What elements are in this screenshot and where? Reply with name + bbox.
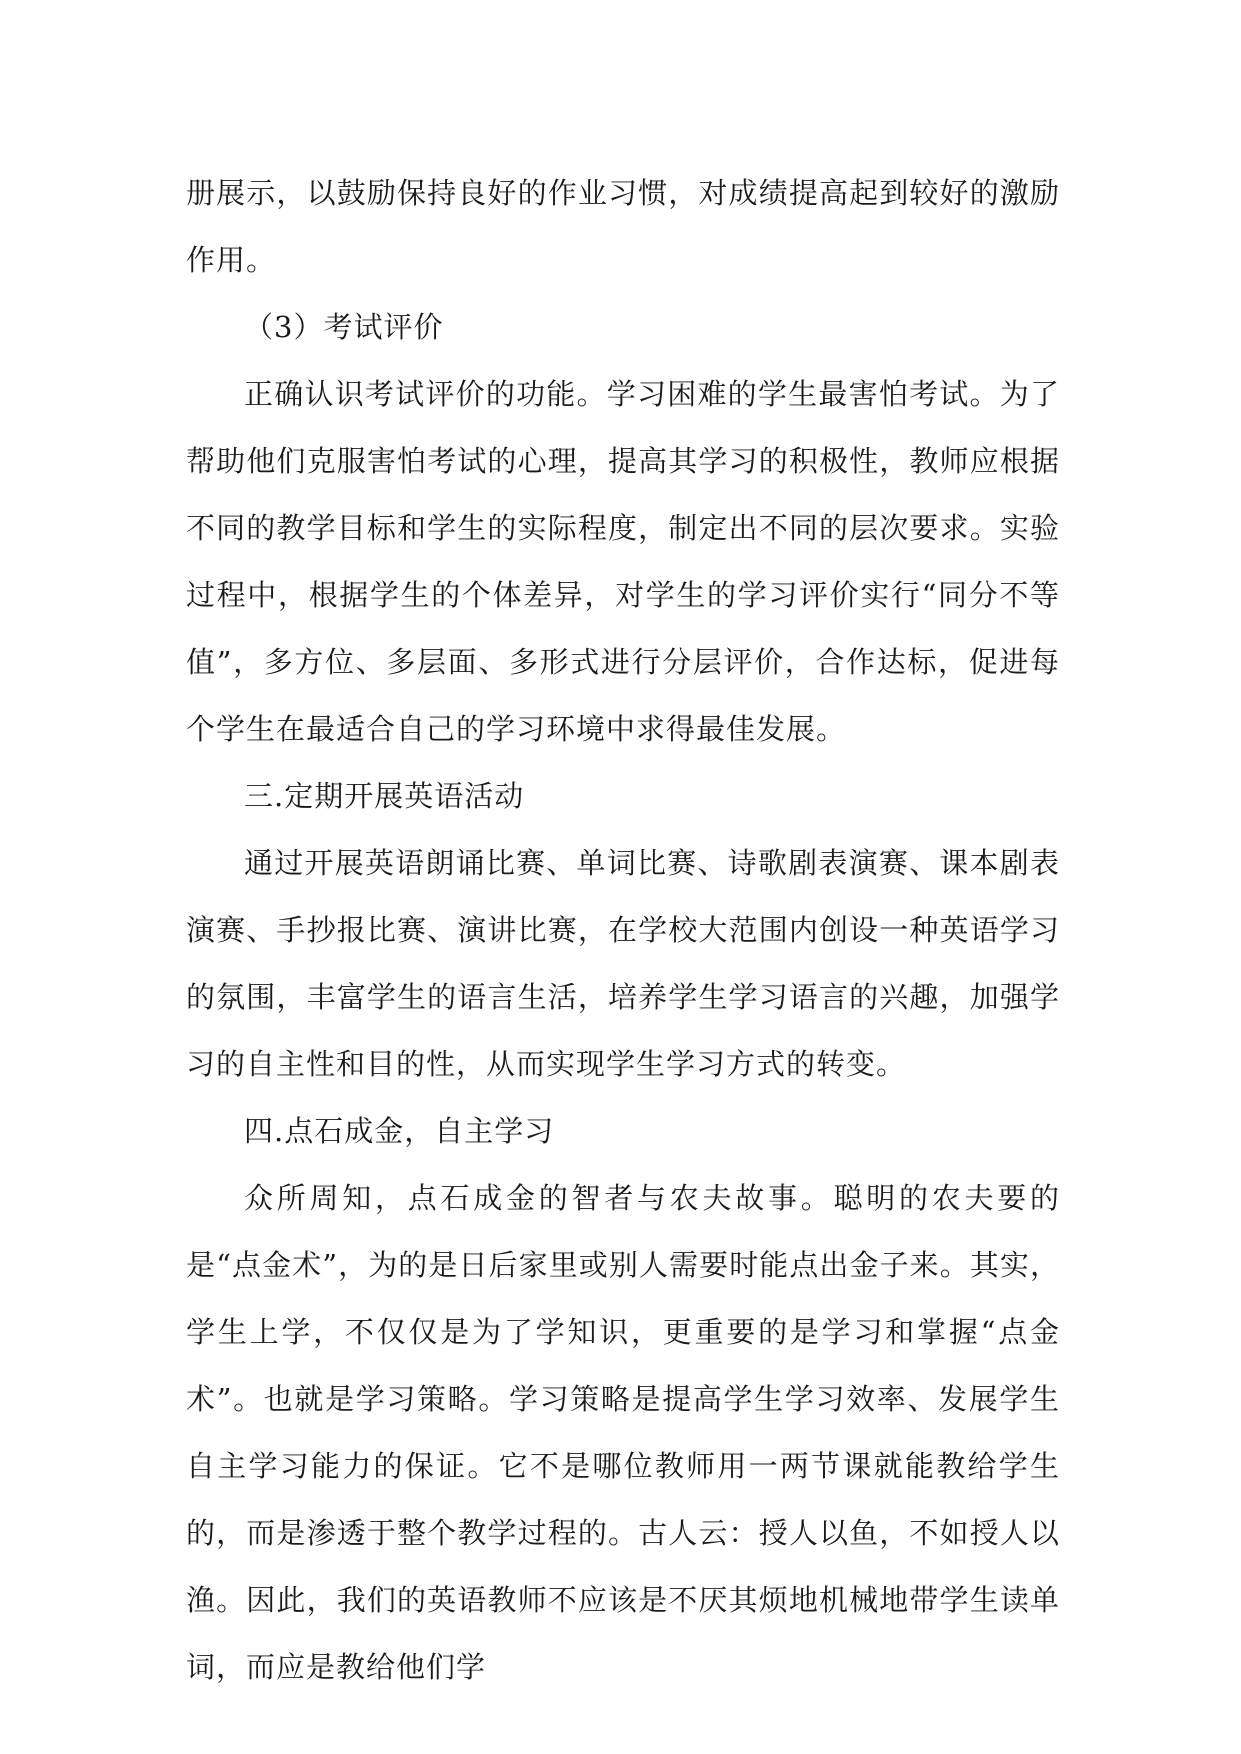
paragraph-continuation: 册展示，以鼓励保持良好的作业习惯，对成绩提高起到较好的激励作用。 — [186, 176, 1060, 277]
paragraph-exam-evaluation: 正确认识考试评价的功能。学习困难的学生最害怕考试。为了帮助他们克服害怕考试的心理，提高其学习的积极性，教师应根据不同的教学目标和学生的实际程度，制定出不同的层次要求。实验过程中，根据学生的个体差异，对学生的学习评价实行“同分不等值”，多方位、多层面、多形式进行分层评价，合作达标，促进每个学生在最适合自己的学习环境中求得最佳发展。 — [186, 377, 1060, 746]
section-heading-english-activities: 三.定期开展英语活动 — [244, 779, 525, 813]
subheading-exam-evaluation: （3）考试评价 — [244, 310, 444, 344]
document-body — [186, 160, 1060, 1701]
paragraph-english-activities: 通过开展英语朗诵比赛、单词比赛、诗歌剧表演赛、课本剧表演赛、手抄报比赛、演讲比赛，在学校大范围内创设一种英语学习的氛围，丰富学生的语言生活，培养学生学习语言的兴趣，加强学习的自主性和目的性，从而实现学生学习方式的转变。 — [186, 846, 1060, 1081]
section-heading-self-study: 四.点石成金，自主学习 — [244, 1114, 555, 1148]
paragraph-self-study: 众所周知，点石成金的智者与农夫故事。聪明的农夫要的是“点金术”，为的是日后家里或别人需要时能点出金子来。其实，学生上学，不仅仅是为了学知识，更重要的是学习和掌握“点金术”。也就是学习策略。学习策略是提高学生学习效率、发展学生自主学习能力的保证。它不是哪位教师用一两节课就能教给学生的，而是渗透于整个教学过程的。古人云：授人以鱼，不如授人以渔。因此，我们的英语教师不应该是不厌其烦地机械地带学生读单词，而应是教给他们学 — [186, 1181, 1060, 1684]
